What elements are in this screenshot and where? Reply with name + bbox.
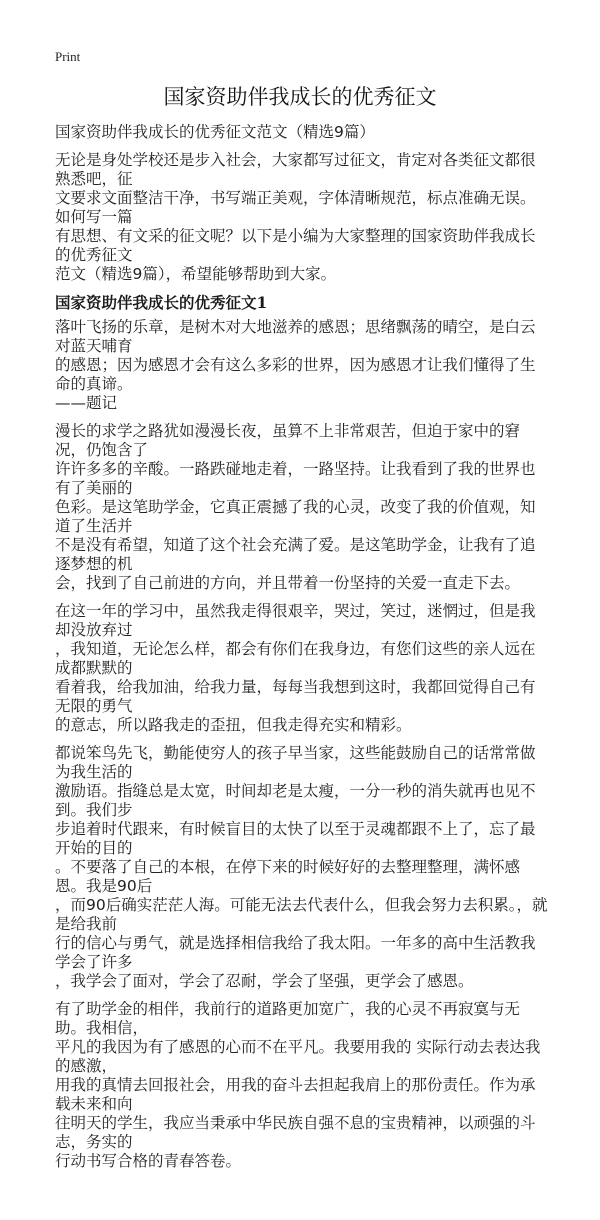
text-line: 用我的真情去回报社会，用我的奋斗去担起我肩上的那份责任。作为承载未来和向 [55,1076,536,1113]
section-heading: 国家资助伴我成长的优秀征文1 [55,293,268,312]
text-line: 在这一年的学习中，虽然我走得很艰辛，哭过，笑过，迷惘过，但是我却没放弃过 [55,602,536,639]
text-line: 无论是身处学校还是步入社会，大家都写过征文，肯定对各类征文都很熟悉吧，征 [55,151,536,188]
text-line: 行动书写合格的青春答卷。 [55,1152,242,1170]
text-line: ，我知道，无论怎么样，都会有你们在我身边，有您们这些的亲人远在成都默默的 [55,640,536,677]
text-line: 往明天的学生，我应当秉承中华民族自强不息的宝贵精神，以顽强的斗志，务实的 [55,1114,536,1151]
text-line: 平凡的我因为有了感恩的心而不在平凡。我要用我的 实际行动去表达我的感激， [55,1038,541,1075]
subtitle: 国家资助伴我成长的优秀征文范文（精选9篇） [55,123,375,141]
paragraph [55,318,550,413]
intro-paragraph [55,151,550,284]
text-line: 会，找到了自己前进的方向，并且带着一份坚持的关爱一直走下去。 [55,574,521,592]
text-line: 有了助学金的相伴，我前行的道路更加宽广，我的心灵不再寂寞与无助。我相信， [55,1000,521,1037]
text-line: 步追着时代跟来，有时候盲目的太快了以至于灵魂都跟不上了，忘了最开始的目的 [55,820,536,857]
print-link[interactable]: Print [55,49,81,64]
text-line: 。不要落了自己的本根，在停下来的时候好好的去整理整理，满怀感恩。我是90后 [55,858,521,895]
text-line: 行的信心与勇气，就是选择相信我给了我太阳。一年多的高中生活教我学会了许多 [55,934,536,971]
paragraph [55,1000,550,1171]
paragraph [55,422,550,593]
text-line: 的感恩；因为感恩才会有这么多彩的世界，因为感恩才让我们懂得了生命的真谛。 [55,356,536,393]
paragraph [55,602,550,735]
text-line: 不是没有希望，知道了这个社会充满了爱。是这笔助学金，让我有了追逐梦想的机 [55,536,536,573]
paragraph [55,744,550,991]
text-line: 激励语。指缝总是太宽，时间却老是太瘦，一分一秒的消失就再也见不到。我们步 [55,782,536,819]
page-title: 国家资助伴我成长的优秀征文 [163,85,437,109]
text-line: 文要求文面整洁干净，书写端正美观，字体清晰规范，标点准确无误。如何写一篇 [55,189,536,226]
text-line: 都说笨鸟先飞，勤能使穷人的孩子早当家，这些能鼓励自己的话常常做为我生活的 [55,744,536,781]
text-line: 许许多多的辛酸。一路跌碰地走着，一路坚持。让我看到了我的世界也有了美丽的 [55,460,536,497]
text-line: 色彩。是这笔助学金，它真正震撼了我的心灵，改变了我的价值观，知道了生活并 [55,498,536,535]
text-line: 落叶飞扬的乐章，是树木对大地滋养的感恩；思绪飘荡的晴空，是白云对蓝天哺育 [55,318,536,355]
text-line: ，我学会了面对，学会了忍耐，学会了坚强，更学会了感恩。 [55,972,474,990]
text-line: 看着我，给我加油，给我力量，每每当我想到这时，我都回觉得自己有无限的勇气 [55,678,536,715]
text-line: ，而90后确实茫茫人海。可能无法去代表什么，但我会努力去积累。，就是给我前 [55,896,548,933]
text-line: 漫长的求学之路犹如漫漫长夜，虽算不上非常艰苦，但迫于家中的窘况，仍饱含了 [55,422,521,459]
text-line: 的意志，所以路我走的歪扭，但我走得充实和精彩。 [55,716,412,734]
text-line: ——题记 [55,394,118,412]
text-line: 范文（精选9篇），希望能够帮助到大家。 [55,265,337,283]
text-line: 有思想、有文采的征文呢？以下是小编为大家整理的国家资助伴我成长的优秀征文 [55,227,536,264]
